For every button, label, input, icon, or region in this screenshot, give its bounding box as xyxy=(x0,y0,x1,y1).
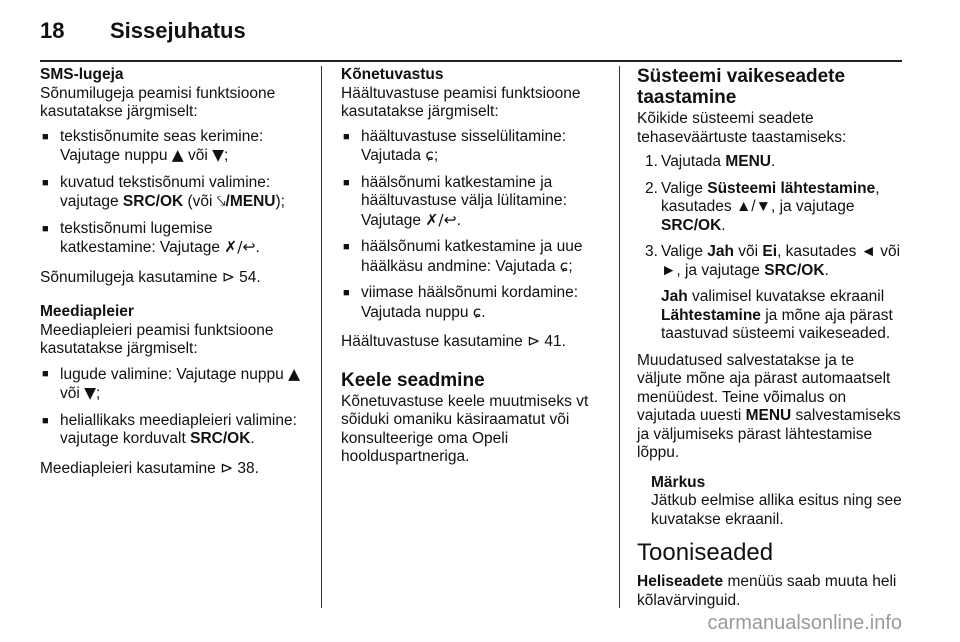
column-divider xyxy=(321,66,322,608)
list-item: ■ heliallikaks meediapleieri valimine: vajutage korduvalt SRC/OK. xyxy=(40,412,310,449)
list-item: 2. Valige Süsteemi lähtestamine, kasutades ▲/▼, ja vajutage SRC/OK. xyxy=(645,179,880,234)
bullet-list xyxy=(40,128,310,258)
page-title: Sissejuhatus xyxy=(110,18,246,43)
page-ref-icon: ⊳ xyxy=(221,267,235,286)
section-heading-language: Keele seadmine xyxy=(341,369,485,391)
paragraph: Muudatused salvestatakse ja te väljute mõne aja pärast automaatselt menüüdest. Teine võimalus on vajutada uuesti MENU salvestamiseks ja väljumiseks pärast lähtestamise lõppu. xyxy=(637,351,901,461)
list-item: ■ häältuvastuse sisselülitamine: Vajutada ɕ; xyxy=(341,128,603,166)
page-number: 18 xyxy=(40,18,65,43)
paragraph: Meediapleieri peamisi funktsioone kasutatakse järgmiselt: xyxy=(40,321,274,357)
numbered-list xyxy=(637,153,903,344)
list-item: ■ häälsõnumi katkestamine ja uue häälkäsu andmine: Vajutada ɕ; xyxy=(341,238,603,276)
list-item: ■ häälsõnumi katkestamine ja häältuvastuse välja lülitamine: Vajutage ✗/↩. xyxy=(341,174,603,231)
down-arrow-icon: ▼ xyxy=(212,146,225,164)
column-2 xyxy=(341,66,603,478)
column-3 xyxy=(637,66,903,621)
voice-icon: ɕ xyxy=(559,256,569,275)
page-reference: Sõnumilugeja kasutamine ⊳ 54. xyxy=(40,267,261,286)
mute-back-icon: ✗/↩ xyxy=(425,210,457,229)
paragraph: Jah valimisel kuvatakse ekraanil Lähtestamine ja mõne aja pärast taastuvad süsteemi vaikeseaded. xyxy=(661,288,893,342)
page-ref-icon: ⊳ xyxy=(527,332,541,350)
page-header xyxy=(40,18,246,44)
phone-hook-icon: ⤥ xyxy=(216,192,226,210)
note-text: Jätkub eelmise allika esitus ning see kuvatakse ekraanil. xyxy=(651,492,902,528)
header-rule xyxy=(40,60,902,62)
paragraph: Häältuvastuse peamisi funktsioone kasutatakse järgmiselt: xyxy=(341,84,581,120)
page-reference: Häältuvastuse kasutamine ⊳ 41. xyxy=(341,332,566,350)
bullet-list xyxy=(40,365,310,449)
section-heading-media: Meediapleier xyxy=(40,303,134,320)
paragraph: Heliseadete menüüs saab muuta heli kõlavärvinguid. xyxy=(637,573,897,609)
list-item: ■ lugude valimine: Vajutage nuppu ▲ või ▼; xyxy=(40,365,310,404)
list-item: 3. Valige Jah või Ei, kasutades ◄ või ►, ja vajutage SRC/OK. Jah valimisel kuvatakse ekraanil Lähtestamine ja mõne aja pärast taastuvad süsteemi vaikeseaded. xyxy=(637,243,903,344)
page-ref-icon: ⊳ xyxy=(220,458,234,477)
page-reference: Meediapleieri kasutamine ⊳ 38. xyxy=(40,458,259,477)
paragraph: Kõikide süsteemi seadete tehaseväärtuste taastamiseks: xyxy=(637,110,847,146)
mute-back-icon: ✗/↩ xyxy=(224,238,256,256)
note-box xyxy=(651,474,903,530)
column-1 xyxy=(40,66,310,489)
list-item: ■ tekstisõnumi lugemise katkestamine: Vajutage ✗/↩. xyxy=(40,220,310,258)
list-item: ■ kuvatud tekstisõnumi valimine: vajutage SRC/OK (või ⤥/MENU); xyxy=(40,174,310,212)
voice-icon: ɕ xyxy=(472,302,482,321)
up-arrow-icon: ▲ xyxy=(288,364,300,383)
list-item: 1. Vajutada MENU. xyxy=(645,153,776,170)
paragraph: Kõnetuvastuse keele muutmiseks vt sõiduki omaniku käsiraamatut või konsulteerige oma Opeli hoolduspartneriga. xyxy=(341,392,589,465)
list-item: ■ viimase häälsõnumi kordamine: Vajutada nuppu ɕ. xyxy=(341,284,603,322)
section-heading-tone: Tooniseaded xyxy=(637,539,774,566)
paragraph: Sõnumilugeja peamisi funktsioone kasutatakse järgmiselt: xyxy=(40,84,276,120)
note-heading: Märkus xyxy=(651,473,706,491)
list-item: ■ tekstisõnumite seas kerimine: Vajutage nuppu ▲ või ▼; xyxy=(40,128,310,166)
up-arrow-icon: ▲ xyxy=(171,146,184,164)
section-heading-voice: Kõnetuvastus xyxy=(341,66,444,83)
watermark: carmanualsonline.info xyxy=(707,612,902,634)
section-heading-sms: SMS-lugeja xyxy=(40,66,124,83)
down-arrow-icon: ▼ xyxy=(84,384,97,402)
bullet-list xyxy=(341,128,603,323)
column-divider xyxy=(619,66,620,608)
section-heading-reset: Süsteemi vaikeseadete taastamine xyxy=(637,66,846,108)
voice-icon: ɕ xyxy=(425,146,434,164)
